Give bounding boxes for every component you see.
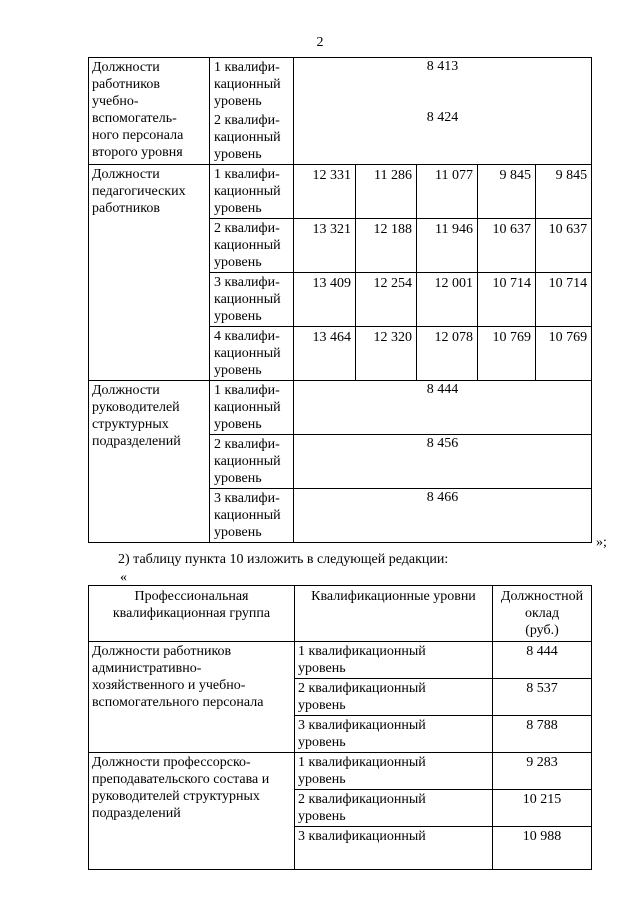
level-label: 2 квалифи- кационный уровень bbox=[210, 219, 294, 273]
salary-value: 8 444 bbox=[493, 642, 592, 679]
salary-value: 13 464 bbox=[294, 327, 356, 381]
group-title: Должности педагогических работников bbox=[89, 165, 210, 381]
salary-value: 10 714 bbox=[536, 273, 592, 327]
salary-value: 8 788 bbox=[493, 716, 592, 753]
level-label: 1 квалифи- кационный уровень bbox=[210, 381, 294, 435]
table-row bbox=[89, 58, 592, 112]
table-header-row bbox=[89, 586, 592, 642]
column-header: Квалификационные уровни bbox=[295, 586, 493, 642]
table-row bbox=[89, 753, 592, 790]
table-row bbox=[89, 165, 592, 219]
level-label: 3 квалифи- кационный уровень bbox=[210, 489, 294, 543]
group-title: Должности профессорско- преподавательского состава и руководителей структурных подразделений bbox=[89, 753, 295, 870]
level-label: 3 квалификационный bbox=[295, 827, 493, 870]
salary-value: 11 286 bbox=[356, 165, 417, 219]
salary-value: 8 537 bbox=[493, 679, 592, 716]
salary-value: 10 769 bbox=[536, 327, 592, 381]
salary-value: 8 424 bbox=[426, 110, 459, 125]
opening-quote: « bbox=[120, 570, 127, 585]
column-header: Должностной оклад (руб.) bbox=[493, 586, 592, 642]
salary-value: 12 001 bbox=[417, 273, 478, 327]
level-label: 1 квалификационный уровень bbox=[295, 753, 493, 790]
salary-value: 12 254 bbox=[356, 273, 417, 327]
salary-value: 8 456 bbox=[294, 435, 592, 489]
salary-value: 13 321 bbox=[294, 219, 356, 273]
salary-table-professional-groups bbox=[88, 585, 592, 870]
merged-value-cell bbox=[294, 58, 592, 165]
level-label: 3 квалификационный уровень bbox=[295, 716, 493, 753]
salary-value: 11 946 bbox=[417, 219, 478, 273]
level-label: 2 квалификационный уровень bbox=[295, 790, 493, 827]
level-label: 3 квалифи- кационный уровень bbox=[210, 273, 294, 327]
table-row bbox=[89, 642, 592, 679]
level-label: 2 квалифи- кационный уровень bbox=[210, 111, 294, 165]
group-title: Должности работников административно- хозяйственного и учебно- вспомогательного персонала bbox=[89, 642, 295, 753]
table-row bbox=[89, 381, 592, 435]
salary-value: 8 466 bbox=[294, 489, 592, 543]
salary-value: 13 409 bbox=[294, 273, 356, 327]
intro-paragraph: 2) таблицу пункта 10 изложить в следующей редакции: bbox=[118, 552, 449, 567]
salary-value: 10 769 bbox=[478, 327, 536, 381]
salary-value: 12 320 bbox=[356, 327, 417, 381]
salary-value: 10 637 bbox=[478, 219, 536, 273]
group-title: Должности работников учебно- вспомогатель- ного персонала второго уровня bbox=[89, 58, 210, 165]
salary-value: 9 283 bbox=[493, 753, 592, 790]
salary-value: 10 988 bbox=[493, 827, 592, 870]
salary-value: 10 637 bbox=[536, 219, 592, 273]
level-label: 1 квалифи- кационный уровень bbox=[210, 58, 294, 112]
salary-value: 12 188 bbox=[356, 219, 417, 273]
salary-value: 9 845 bbox=[536, 165, 592, 219]
column-header: Профессиональная квалификационная группа bbox=[89, 586, 295, 642]
closing-quote: »; bbox=[596, 535, 607, 550]
page-number: 2 bbox=[316, 35, 324, 50]
level-label: 2 квалификационный уровень bbox=[295, 679, 493, 716]
salary-value: 12 331 bbox=[294, 165, 356, 219]
salary-value: 10 714 bbox=[478, 273, 536, 327]
salary-table-by-level bbox=[88, 57, 592, 543]
level-label: 4 квалифи- кационный уровень bbox=[210, 327, 294, 381]
group-title: Должности руководителей структурных подразделений bbox=[89, 381, 210, 543]
salary-value: 9 845 bbox=[478, 165, 536, 219]
level-label: 1 квалифи- кационный уровень bbox=[210, 165, 294, 219]
salary-value: 12 078 bbox=[417, 327, 478, 381]
salary-value: 11 077 bbox=[417, 165, 478, 219]
salary-value: 8 444 bbox=[294, 381, 592, 435]
level-label: 1 квалификационный уровень bbox=[295, 642, 493, 679]
level-label: 2 квалифи- кационный уровень bbox=[210, 435, 294, 489]
salary-value: 10 215 bbox=[493, 790, 592, 827]
salary-value: 8 413 bbox=[426, 59, 459, 74]
